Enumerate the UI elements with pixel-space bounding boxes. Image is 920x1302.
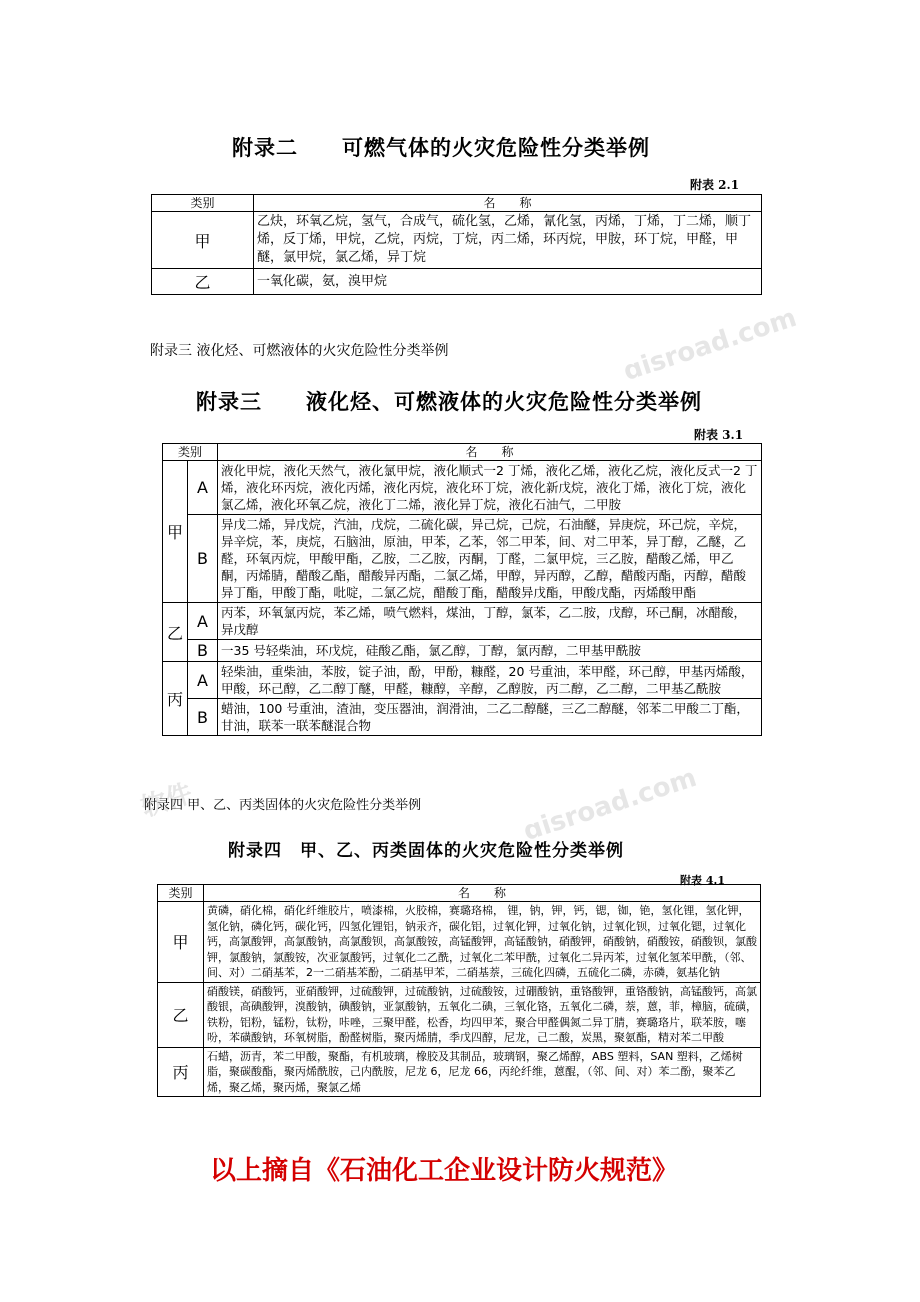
category-cell: 丙 [163,662,188,736]
table-header-row [158,885,761,902]
table-row [158,1047,761,1097]
category-cell: 甲 [152,212,254,269]
appendix3-table [162,443,762,736]
names-cell: 一35 号轻柴油，环戊烷，硅酸乙酯，氯乙醇，丁醇，氯丙醇，二甲基甲酰胺 [218,640,762,662]
watermark: ɑisroad.com [519,762,701,848]
watermark: ɑisroad.com [619,302,801,388]
names-cell: 硝酸镁，硝酸钙，亚硝酸钾，过硫酸钾，过硫酸钠，过硫酸铵，过硼酸钠，重铬酸钾，重铬酸钠，高锰酸钙，高氯酸银，高碘酸钾，溴酸钠，碘酸钠，亚氯酸钠，五氧化二碘，三氧化铬，五氧化二磷，萘，蒽，菲，樟脑，硫磺，铁粉，铝粉，锰粉，钛粉，咔唑，三聚甲醛，松香，均四甲苯，聚合甲醛偶氮二异丁腈，赛璐珞片，联苯胺，噻吩，苯磺酸钠，环氧树脂，酚醛树脂，聚丙烯腈，季戊四醇，尼龙，己二酸，炭黑，聚氨酯，精对苯二甲酸 [204,982,761,1047]
category-cell: 乙 [163,603,188,662]
appendix3-caption: 附录三 液化烃、可燃液体的火灾危险性分类举例 [150,343,449,359]
table-row [163,603,762,640]
appendix4-table [157,884,761,1097]
header-category: 类别 [158,885,204,902]
table-row [163,640,762,662]
subcategory-cell: A [188,603,218,640]
subcategory-cell: B [188,640,218,662]
category-cell: 乙 [152,269,254,295]
subcategory-cell: B [188,515,218,603]
appendix4-title: 附录四 甲、乙、丙类固体的火灾危险性分类举例 [228,841,624,861]
names-cell: 液化甲烷，液化天然气，液化氯甲烷，液化顺式一2 丁烯，液化乙烯，液化乙烷，液化反式一2 丁烯，液化环丙烷，液化丙烯，液化丙烷，液化环丁烷，液化新戊烷，液化丁烯，液化丁烷，液化氯乙烯，液化环氧乙烷，液化丁二烯，液化异丁烷，液化石油气，二甲胺 [218,461,762,515]
subcategory-cell: A [188,461,218,515]
table-row [163,699,762,736]
category-cell: 乙 [158,982,204,1047]
appendix2-table [151,194,762,295]
appendix4-table-number: 附表 4.1 [680,874,725,887]
header-category: 类别 [163,444,218,461]
names-cell: 乙炔，环氧乙烷，氢气，合成气，硫化氢，乙烯，氰化氢，丙烯，丁烯，丁二烯，顺丁烯，反丁烯，甲烷，乙烷，丙烷，丁烷，丙二烯，环丙烷，甲胺，环丁烷，甲醛，甲醚，氯甲烷，氯乙烯，异丁烷 [254,212,762,269]
table-row [152,212,762,269]
appendix3-table-number: 附表 3.1 [694,428,744,442]
watermark: 软件 [137,778,197,824]
category-cell: 甲 [158,902,204,983]
appendix2-title: 附录二 可燃气体的火灾危险性分类举例 [232,135,650,160]
source-note: 以上摘自《石油化工企业设计防火规范》 [210,1156,679,1186]
names-cell: 石蜡，沥青，苯二甲酸，聚酯，有机玻璃，橡胶及其制品，玻璃钢，聚乙烯醇，ABS 塑料，SAN 塑料，乙烯树脂，聚碳酸酯，聚丙烯酰胺，己内酰胺，尼龙 6，尼龙 66，丙纶纤维，蒽醌，（邻、间、对）苯二酚，聚苯乙烯，聚乙烯，聚丙烯，聚氯乙烯 [204,1047,761,1097]
header-names: 名 称 [254,195,762,212]
category-cell: 丙 [158,1047,204,1097]
names-cell: 蜡油，100 号重油，渣油，变压器油，润滑油，二乙二醇醚，三乙二醇醚，邻苯二甲酸二丁酯，甘油，联苯一联苯醚混合物 [218,699,762,736]
names-cell: 一氧化碳，氨，溴甲烷 [254,269,762,295]
table-row [163,662,762,699]
table-row [163,515,762,603]
table-row [163,461,762,515]
names-cell: 丙苯，环氧氯丙烷，苯乙烯，喷气燃料，煤油，丁醇，氯苯，乙二胺，戊醇，环己酮，冰醋酸，异戊醇 [218,603,762,640]
names-cell: 轻柴油，重柴油，苯胺，锭子油，酚，甲酚，糠醛，20 号重油，苯甲醛，环己醇，甲基丙烯酸，甲酸，环己醇，乙二醇丁醚，甲醛，糠醇，辛醇，乙醇胺，丙二醇，乙二醇，二甲基乙酰胺 [218,662,762,699]
header-names: 名 称 [204,885,761,902]
appendix2-table-number: 附表 2.1 [690,178,740,192]
subcategory-cell: B [188,699,218,736]
table-header-row [152,195,762,212]
category-cell: 甲 [163,461,188,603]
table-row [152,269,762,295]
header-category: 类别 [152,195,254,212]
table-row [158,982,761,1047]
table-row [158,902,761,983]
appendix4-caption: 附录四 甲、乙、丙类固体的火灾危险性分类举例 [144,798,422,813]
subcategory-cell: A [188,662,218,699]
header-names: 名 称 [218,444,762,461]
table-header-row [163,444,762,461]
appendix3-title: 附录三 液化烃、可燃液体的火灾危险性分类举例 [196,389,702,414]
names-cell: 异戊二烯，异戊烷，汽油，戊烷，二硫化碳，异己烷，己烷，石油醚，异庚烷，环己烷，辛烷，异辛烷，苯，庚烷，石脑油，原油，甲苯，乙苯，邻二甲苯，间、对二甲苯，异丁醇，乙醚，乙醛，环氧丙烷，甲酸甲酯，乙胺，二乙胺，丙酮，丁醛，二氯甲烷，三乙胺，醋酸乙烯，甲乙酮，丙烯腈，醋酸乙酯，醋酸异丙酯，二氯乙烯，甲醇，异丙醇，乙醇，醋酸丙酯，丙醇，醋酸异丁酯，甲酸丁酯，吡啶，二氯乙烷，醋酸丁酯，醋酸异戊酯，甲酸戊酯，丙烯酸甲酯 [218,515,762,603]
names-cell: 黄磷，硝化棉，硝化纤维胶片，喷漆棉，火胶棉，赛璐珞棉， 锂，钠，钾，钙，锶，铷，铯，氢化锂，氢化钾，氢化钠，磷化钙，碳化钙，四氢化锂铝，钠汞齐，碳化铝，过氧化钾，过氧化钠，过氧化钡，过氧化锶，过氧化钙，高氯酸钾，高氯酸钠，高氯酸钡，高氯酸铵，高锰酸钾，高锰酸钠，硝酸钾，硝酸钠，硝酸铵，硝酸钡，氯酸钾，氯酸钠，氯酸铵，次亚氯酸钙，过氧化二乙酰，过氧化二苯甲酰，过氧化二异丙苯，过氧化氢苯甲酰，（邻、间、对）二硝基苯，2一二硝基苯酚，二硝基甲苯，二硝基萘，三硫化四磷，五硫化二磷，赤磷，氨基化钠 [204,902,761,983]
